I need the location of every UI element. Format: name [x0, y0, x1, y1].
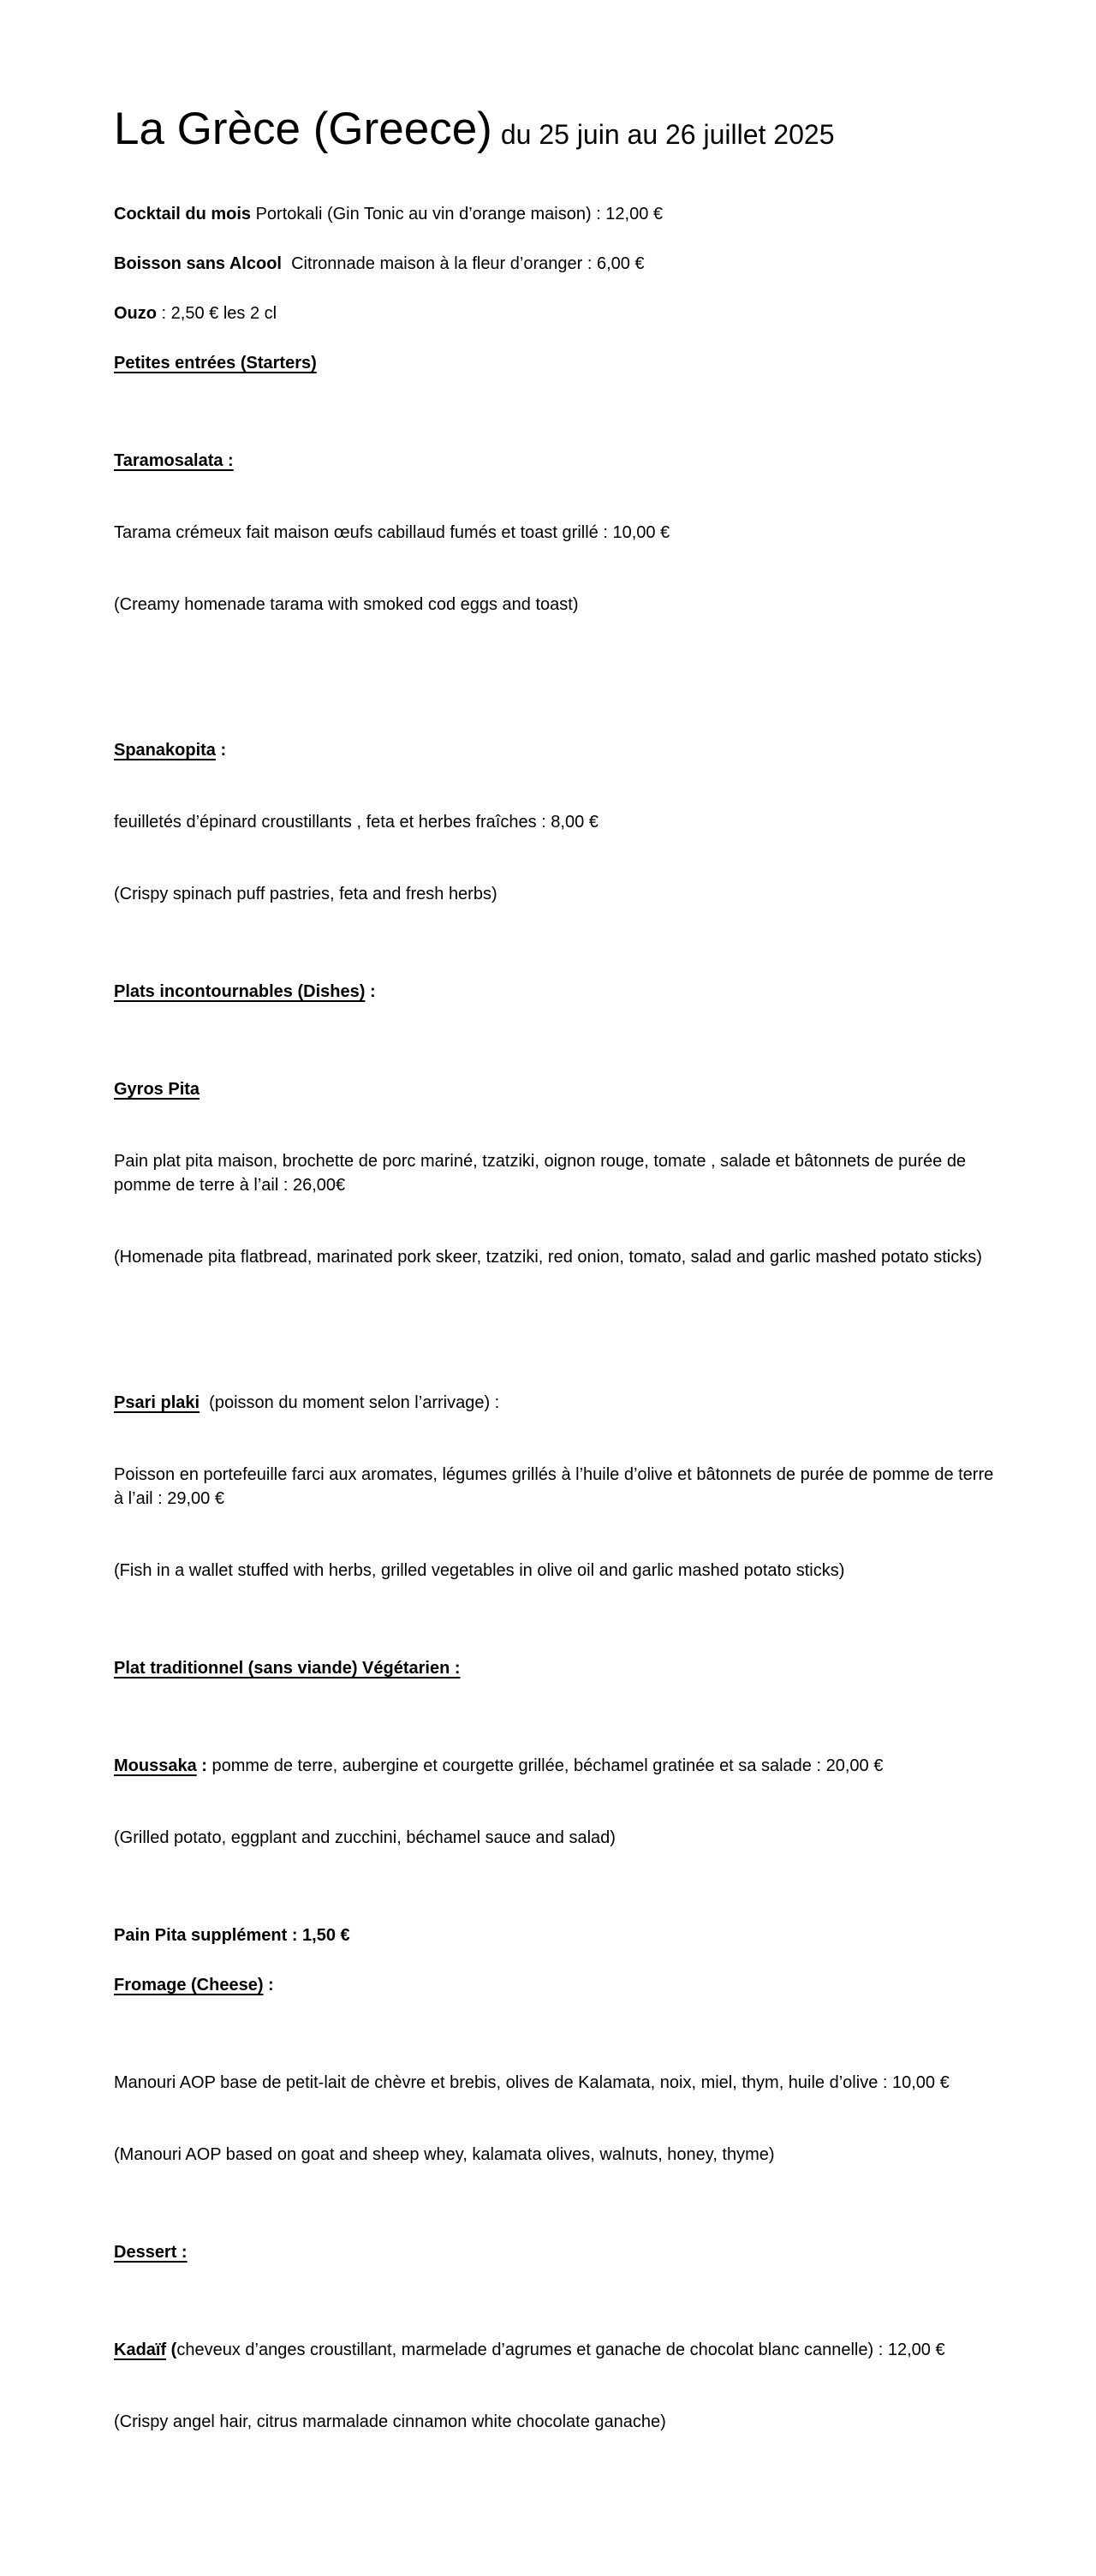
item-name: Moussaka: [114, 1756, 197, 1775]
dishes-heading-suffix: :: [365, 982, 376, 1001]
starters-heading: Petites entrées (Starters): [114, 354, 317, 373]
cocktail-label: Cocktail du mois: [114, 205, 252, 224]
dessert-heading: Dessert :: [114, 2243, 188, 2262]
item-name-line: [114, 449, 995, 473]
item-desc-fr-inline: pomme de terre, aubergine et courgette grillée, béchamel gratinée et sa salade : 20,00 €: [206, 1756, 884, 1775]
item-kadaif: [114, 2290, 995, 2482]
item-desc-en: (Fish in a wallet stuffed with herbs, grilled vegetables in olive oil and garlic mashed potato sticks): [114, 1561, 845, 1580]
cheese-heading-suffix: :: [263, 1976, 274, 1995]
item-name-suffix: (poisson du moment selon l’arrivage) :: [200, 1393, 500, 1412]
item-desc-fr: Tarama crémeux fait maison œufs cabillaud fumés et toast grillé : 10,00 €: [114, 523, 670, 542]
item-name-suffix: :: [196, 1756, 207, 1775]
item-desc-en: (Grilled potato, eggplant and zucchini, béchamel sauce and salad): [114, 1828, 616, 1847]
cocktail-line: [114, 202, 995, 226]
item-moussaka: [114, 1706, 995, 1898]
item-desc-en: (Crispy spinach puff pastries, feta and fresh herbs): [114, 885, 497, 903]
vegetarian-heading: Plat traditionnel (sans viande) Végétarien :: [114, 1659, 461, 1678]
ouzo-text: : 2,50 € les 2 cl: [157, 304, 277, 323]
menu-title-text: La Grèce (Greece): [114, 104, 492, 154]
item-desc-fr: feuilletés d’épinard croustillants , feta et herbes fraîches : 8,00 €: [114, 813, 599, 832]
soft-drink-label: Boisson sans Alcool: [114, 254, 282, 273]
page-title: [114, 101, 995, 163]
cheese-heading: Fromage (Cheese) :: [114, 1976, 274, 1995]
item-desc-fr: Poisson en portefeuille farci aux aromates, légumes grillés à l’huile d’olive et bâtonnets de purée de pomme de terre à l’ail : 29,00 €: [114, 1465, 998, 1508]
item-name-line: [114, 1391, 995, 1415]
item-name: Spanakopita: [114, 741, 216, 760]
dishes-heading: Plats incontournables (Dishes) :: [114, 982, 376, 1001]
item-desc-en: (Creamy homenade tarama with smoked cod eggs and toast): [114, 595, 579, 614]
item-name-line: [114, 1077, 995, 1101]
soft-drink-line: [114, 252, 995, 276]
pita-supplement-line: Pain Pita supplément : 1,50 €: [114, 1926, 350, 1945]
item-desc-fr: Pain plat pita maison, brochette de porc mariné, tzatziki, oignon rouge, tomate , salade et bâtonnets de purée de pomme de terre à l’ail : 26,00€: [114, 1152, 971, 1195]
item-name-suffix: (: [166, 2340, 177, 2359]
item-name-line: [114, 1754, 995, 1778]
item-name: Kadaïf: [114, 2340, 167, 2359]
item-name-line: [114, 738, 995, 762]
item-manouri: [114, 2023, 995, 2215]
cocktail-text: Portokali (Gin Tonic au vin d’orange maison) : 12,00 €: [251, 205, 664, 224]
item-desc-en: (Crispy angel hair, citrus marmalade cinnamon white chocolate ganache): [114, 2412, 666, 2431]
item-gyros-pita: [114, 1029, 995, 1317]
item-spanakopita: [114, 690, 995, 954]
item-desc-en: (Manouri AOP based on goat and sheep whey, kalamata olives, walnuts, honey, thyme): [114, 2145, 775, 2164]
item-desc-en: (Homenade pita flatbread, marinated pork skeer, tzatziki, red onion, tomato, salad and garlic mashed potato sticks): [114, 1248, 982, 1267]
item-name: Psari plaki: [114, 1393, 200, 1412]
item-name-suffix: :: [215, 741, 227, 760]
item-name-line: [114, 2338, 995, 2362]
item-desc-fr: Manouri AOP base de petit-lait de chèvre et brebis, olives de Kalamata, noix, miel, thym, huile d’olive : 10,00 €: [114, 2073, 950, 2092]
ouzo-label: Ouzo: [114, 304, 157, 323]
ouzo-line: [114, 301, 995, 325]
item-name: Taramosalata :: [114, 451, 234, 470]
menu-date-range: du 25 juin au 26 juillet 2025: [500, 119, 835, 150]
item-name: Gyros Pita: [114, 1080, 200, 1099]
soft-drink-text: Citronnade maison à la fleur d’oranger : 6,00 €: [281, 254, 645, 273]
item-psari-plaki: [114, 1343, 998, 1631]
item-desc-fr-inline: cheveux d’anges croustillant, marmelade d’agrumes et ganache de chocolat blanc cannelle) : 12,00 €: [176, 2340, 945, 2359]
item-taramosalata: [114, 401, 995, 665]
